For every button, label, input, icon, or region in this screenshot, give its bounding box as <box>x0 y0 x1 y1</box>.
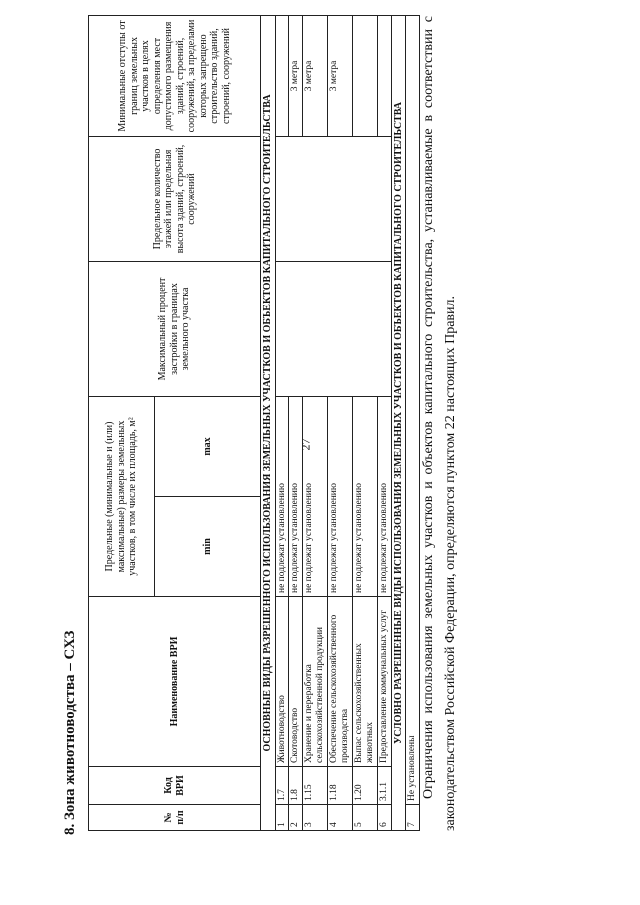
row-indent: 3 метра <box>303 15 328 136</box>
row-code: 3.1.1 <box>377 767 391 805</box>
row-code: 1.20 <box>353 767 378 805</box>
row-name: Хранение и переработка сельскохозяйственной продукции <box>303 597 328 767</box>
header-name: Наименование ВРИ <box>89 597 261 767</box>
row-num: 2 <box>289 805 303 831</box>
header-max: max <box>155 396 261 496</box>
row-size: не подлежат установлению <box>303 396 328 596</box>
zone-title: 8. Зона животноводства – СХЗ <box>62 630 78 835</box>
row-num: 7 <box>406 805 420 831</box>
row-code: 1.7 <box>275 767 289 805</box>
header-floors: Предельное количество этажей или предельная высота зданий, строений, сооружений <box>89 136 261 261</box>
header-min: min <box>155 497 261 597</box>
row-name: Обеспечение сельскохозяйственного производства <box>328 597 353 767</box>
header-code: Код ВРИ <box>89 767 261 805</box>
row-name: Скотоводство <box>289 597 303 767</box>
row-name: Предоставление коммунальных услуг <box>377 597 391 767</box>
row-name: Выпас сельскохозяйственных животных <box>353 597 378 767</box>
row-size: не подлежат установлению <box>353 396 378 596</box>
row-indent <box>353 15 378 136</box>
row-name: Животноводство <box>275 597 289 767</box>
percent-cell <box>275 261 391 396</box>
row-size: не подлежат установлению <box>377 396 391 596</box>
row-code: 1.18 <box>328 767 353 805</box>
row-num: 1 <box>275 805 289 831</box>
floors-cell <box>275 136 391 261</box>
row-indent: 3 метра <box>289 15 303 136</box>
row-num: 5 <box>353 805 378 831</box>
section-conditional: УСЛОВНО РАЗРЕШЕННЫЕ ВИДЫ ИСПОЛЬЗОВАНИЯ ЗЕМЕЛЬНЫХ УЧАСТКОВ И ОБЪЕКТОВ КАПИТАЛЬНОГО СТРОИТЕЛЬСТВА <box>391 15 406 830</box>
header-indents: Минимальные отступы от границ земельных участков в целях определения мест допустимого размещения зданий, строений, сооружений, за пределами которых запрещено строительство зданий, строений, сооружений <box>89 15 261 136</box>
row-indent <box>275 15 289 136</box>
restrictions-note-text: Ограничения использования земельных участков и объектов капитального строительства, устанавливаемые в соответствии с законодательством Российской Федерации, определяются пунктом 22 настоящих Правил. <box>421 16 458 831</box>
restrictions-note <box>418 16 461 831</box>
section-main: ОСНОВНЫЕ ВИДЫ РАЗРЕШЕННОГО ИСПОЛЬЗОВАНИЯ ЗЕМЕЛЬНЫХ УЧАСТКОВ И ОБЪЕКТОВ КАПИТАЛЬНОГО СТРОИТЕЛЬСТВА <box>261 15 276 830</box>
row-size: не подлежат установлению <box>289 396 303 596</box>
row-indent: 3 метра <box>328 15 353 136</box>
row-num: 3 <box>303 805 328 831</box>
row-code: 1.15 <box>303 767 328 805</box>
row-size: не подлежат установлению <box>328 396 353 596</box>
row-num: 4 <box>328 805 353 831</box>
row-code: 1.8 <box>289 767 303 805</box>
row-indent <box>377 15 391 136</box>
page-number: 27 <box>298 438 313 451</box>
row-none-text: Не установлены <box>406 15 420 804</box>
row-num: 6 <box>377 805 391 831</box>
row-size: не подлежат установлению <box>275 396 289 596</box>
header-percent: Максимальный процент застройки в границах земельного участка <box>89 261 261 396</box>
header-num: № п/п <box>89 805 261 831</box>
table-row <box>275 15 289 830</box>
header-sizes: Предельные (минимальные и (или) максимальные) размеры земельных участков, в том числе их площадь, м² <box>89 396 155 596</box>
zone-regulations-table <box>88 15 420 831</box>
